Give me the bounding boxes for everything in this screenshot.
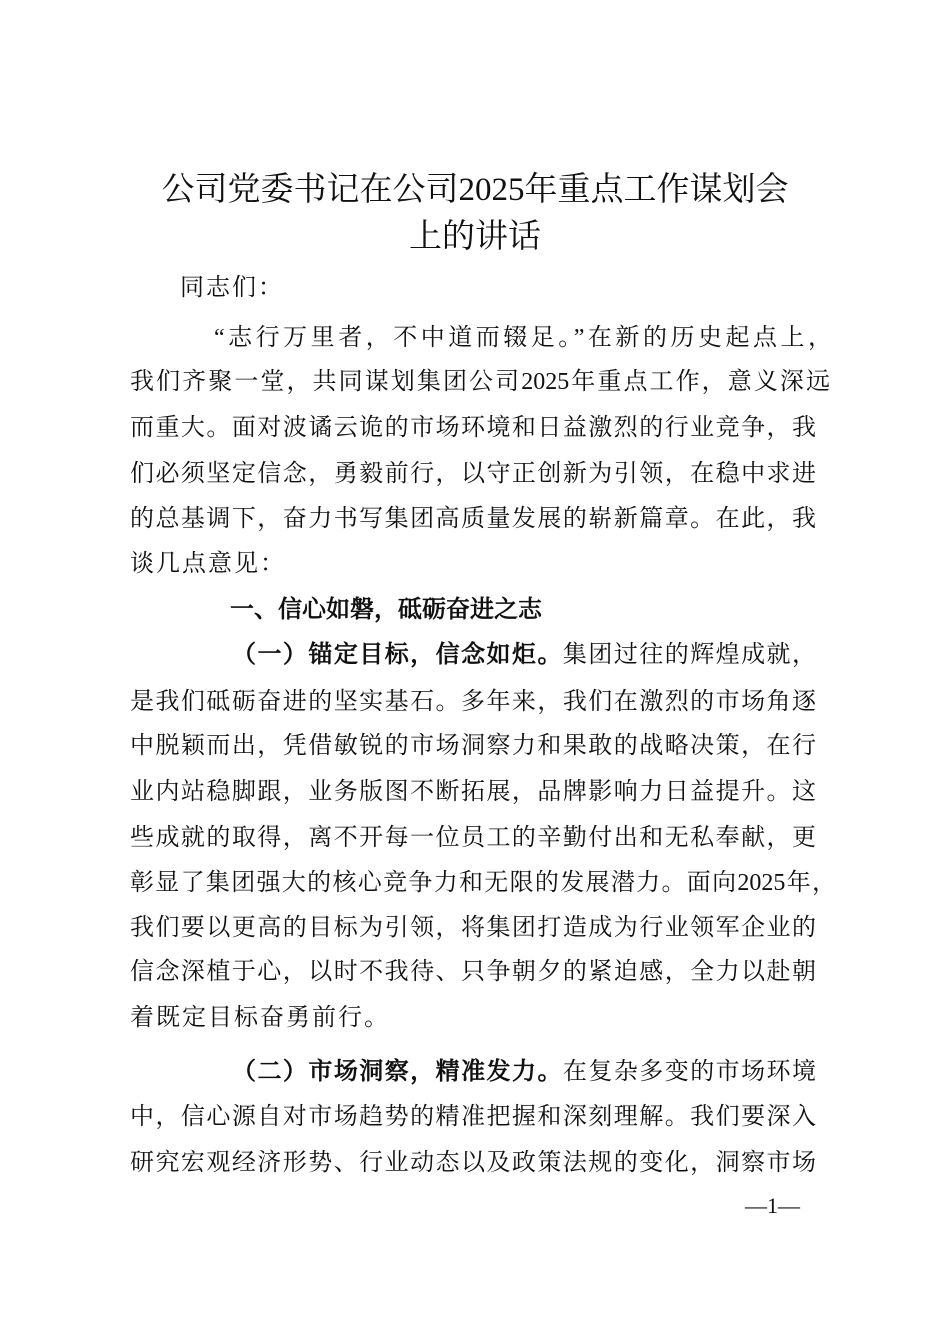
intro-line: 们必须坚定信念，勇毅前行，以守正创新为引领，在稳中求进 bbox=[130, 461, 816, 487]
section-heading: 一、信心如磐，砥砺奋进之志 bbox=[230, 597, 542, 623]
intro-line: 谈几点意见： bbox=[130, 551, 286, 577]
intro-line: “志行万里者，不中道而辍足。”在新的历史起点上， bbox=[214, 325, 832, 351]
document-title-line-2: 上的讲话 bbox=[409, 219, 541, 255]
body-line: 业内站稳脚跟，业务版图不断拓展，品牌影响力日益提升。这 bbox=[130, 779, 816, 805]
subsection-line bbox=[232, 1057, 816, 1087]
subsection-lead: （二）市场洞察，精准发力。 bbox=[232, 1059, 563, 1085]
subsection-line bbox=[232, 640, 816, 670]
intro-line: 我们齐聚一堂，共同谋划集团公司2025年重点工作，意义深远 bbox=[130, 369, 830, 395]
body-line: 彰显了集团强大的核心竞争力和无限的发展潜力。面向2025年， bbox=[130, 870, 836, 896]
intro-line: 而重大。面对波谲云诡的市场环境和日益激烈的行业竞争，我 bbox=[130, 415, 816, 441]
body-line: 我们要以更高的目标为引领，将集团打造成为行业领军企业的 bbox=[130, 915, 816, 941]
page-number: —1— bbox=[745, 1193, 800, 1218]
document-title-line-1: 公司党委书记在公司2025年重点工作谋划会 bbox=[161, 172, 789, 208]
body-line: 研究宏观经济形势、行业动态以及政策法规的变化，洞察市场 bbox=[130, 1150, 816, 1176]
subsection-text: 集团过往的辉煌成就， bbox=[562, 642, 817, 668]
subsection-lead: （一）锚定目标，信念如炬。 bbox=[232, 642, 563, 668]
salutation: 同志们： bbox=[180, 275, 284, 301]
body-line: 是我们砥砺奋进的坚实基石。多年来，我们在激烈的市场角逐 bbox=[130, 689, 816, 715]
body-line: 着既定目标奋勇前行。 bbox=[130, 1005, 390, 1031]
body-line: 信念深植于心，以时不我待、只争朝夕的紧迫感，全力以赴朝 bbox=[130, 959, 816, 985]
body-line: 中，信心源自对市场趋势的精准把握和深刻理解。我们要深入 bbox=[130, 1104, 816, 1130]
body-line: 中脱颖而出，凭借敏锐的市场洞察力和果敢的战略决策，在行 bbox=[130, 733, 816, 759]
body-line: 些成就的取得，离不开每一位员工的辛勤付出和无私奉献，更 bbox=[130, 825, 816, 851]
subsection-text: 在复杂多变的市场环境 bbox=[562, 1059, 817, 1085]
intro-line: 的总基调下，奋力书写集团高质量发展的崭新篇章。在此，我 bbox=[130, 506, 816, 532]
